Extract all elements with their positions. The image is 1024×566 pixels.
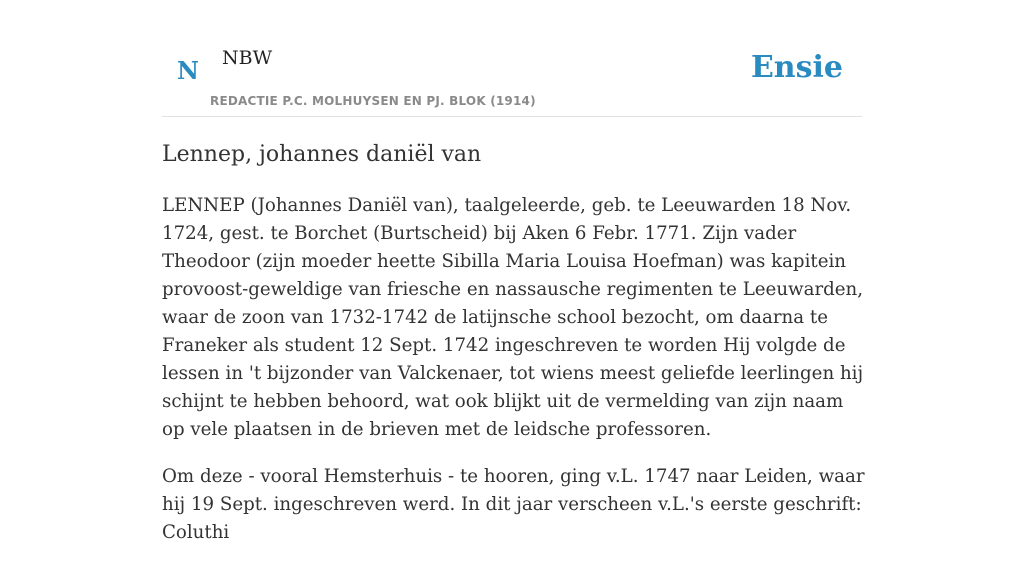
ensie-brand-link[interactable]: Ensie <box>750 50 843 85</box>
source-logo[interactable]: N <box>177 56 199 85</box>
article-body <box>162 192 866 566</box>
source-name[interactable]: NBW <box>222 47 273 69</box>
page-header <box>162 0 862 117</box>
page-title: Lennep, johannes daniël van <box>162 142 482 167</box>
source-subtitle: REDACTIE P.C. MOLHUYSEN EN PJ. BLOK (1914) <box>210 94 536 108</box>
article-paragraph: Om deze - vooral Hemsterhuis - te hooren, ging v.L. 1747 naar Leiden, waar hij 19 Sept. ingeschreven werd. In dit jaar verscheen v.L.'s eerste geschrift: Coluthi <box>162 466 865 543</box>
article-paragraph: LENNEP (Johannes Daniël van), taalgeleerde, geb. te Leeuwarden 18 Nov. 1724, gest. te Borchet (Burtscheid) bij Aken 6 Febr. 1771. Zijn vader Theodoor (zijn moeder heette Sibilla Maria Louisa Hoefman) was kapitein provoost-geweldige van friesche en nassausche regimenten te Leeuwarden, waar de zoon van 1732-1742 de latijnsche school bezocht, om daarna te Franeker als student 12 Sept. 1742 ingeschreven te worden Hij volgde de lessen in 't bijzonder van Valckenaer, tot wiens meest geliefde leerlingen hij schijnt te hebben behoord, wat ook blijkt uit de vermelding van zijn naam op vele plaatsen in de brieven met de leidsche professoren. <box>162 195 864 440</box>
